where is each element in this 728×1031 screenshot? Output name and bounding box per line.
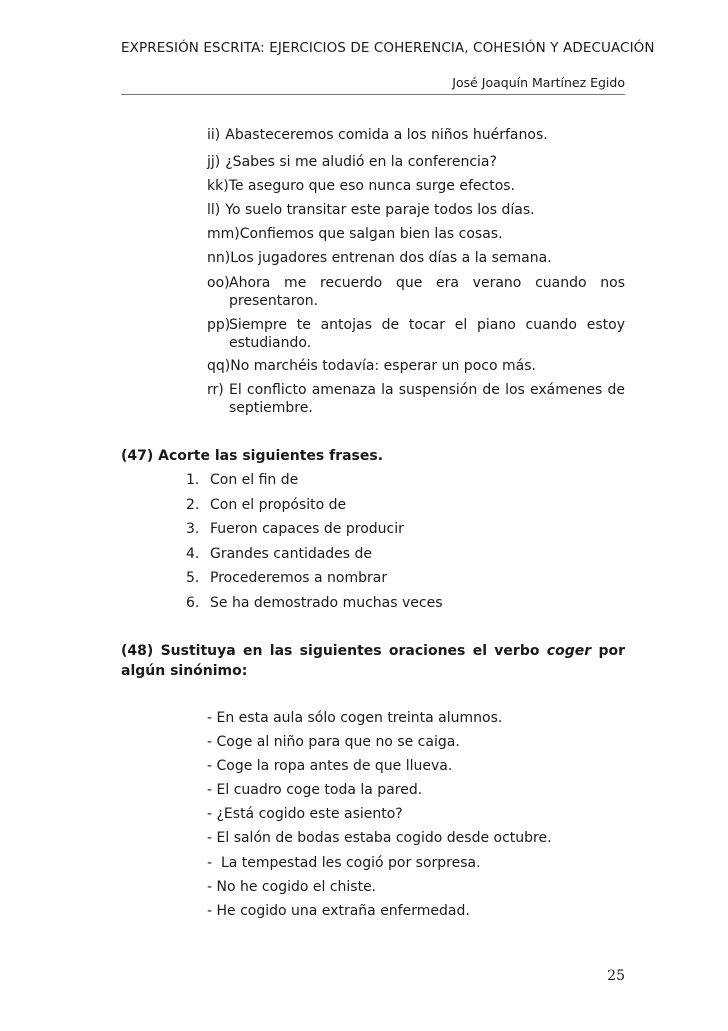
sentence-item-2: - Coge al niño para que no se caiga. — [207, 734, 460, 750]
list-item-label: qq) — [207, 358, 231, 374]
numbered-item-text: Fueron capaces de producir — [210, 521, 404, 537]
section-48-title — [121, 641, 625, 681]
list-item-qq — [207, 357, 625, 375]
list-item-label: mm) — [207, 226, 240, 242]
list-item-label: jj) — [207, 154, 221, 170]
numbered-item-label: 3. — [186, 521, 200, 537]
list-item-ii — [207, 126, 625, 144]
numbered-item-6 — [186, 594, 625, 612]
list-item-text: El conflicto amenaza la suspensión de los exámenes de septiembre. — [229, 382, 625, 416]
section-47-title: (47) Acorte las siguientes frases. — [121, 448, 384, 464]
list-item-jj — [207, 153, 625, 171]
list-item-label: rr) — [207, 382, 224, 398]
sentence-item-7: - La tempestad les cogió por sorpresa. — [207, 855, 481, 871]
numbered-item-text: Con el propósito de — [210, 497, 347, 513]
numbered-item-text: Con el fin de — [210, 472, 299, 488]
list-item-label: ll) — [207, 202, 221, 218]
list-item-text: Siempre te antojas de tocar el piano cuando estoy estudiando. — [229, 317, 625, 351]
list-item-ll — [207, 201, 625, 219]
sentence-item-5: - ¿Está cogido este asiento? — [207, 806, 403, 822]
list-item-rr — [207, 381, 625, 417]
sentence-item-9: - He cogido una extraña enfermedad. — [207, 903, 470, 919]
list-item-text: Te aseguro que eso nunca surge efectos. — [228, 178, 516, 194]
list-item-label: kk) — [207, 178, 229, 194]
list-item-label: ii) — [207, 127, 221, 143]
list-item-label: pp) — [207, 317, 231, 333]
list-item-text: Ahora me recuerdo que era verano cuando nos presentaron. — [229, 275, 625, 309]
numbered-item-label: 5. — [186, 570, 200, 586]
numbered-item-4 — [186, 545, 625, 563]
numbered-item-5 — [186, 569, 625, 587]
section-48-title-start: (48) Sustituya en las siguientes oraciones el verbo — [121, 643, 547, 659]
numbered-item-1 — [186, 471, 625, 489]
list-item-text: Yo suelo transitar este paraje todos los días. — [225, 202, 535, 218]
list-item-text: Los jugadores entrenan dos días a la semana. — [230, 250, 552, 266]
list-item-text: Abasteceremos comida a los niños huérfanos. — [225, 127, 548, 143]
numbered-item-2 — [186, 496, 625, 514]
header-title: EXPRESIÓN ESCRITA: EJERCICIOS DE COHERENCIA, COHESIÓN Y ADECUACIÓN — [121, 40, 655, 56]
numbered-item-label: 1. — [186, 472, 200, 488]
numbered-item-label: 2. — [186, 497, 200, 513]
list-item-mm — [207, 225, 625, 243]
sentence-item-6: - El salón de bodas estaba cogido desde octubre. — [207, 830, 552, 846]
section-48-title-end: por algún sinónimo: — [121, 643, 625, 679]
numbered-item-text: Grandes cantidades de — [210, 546, 373, 562]
numbered-item-label: 4. — [186, 546, 200, 562]
numbered-item-text: Procederemos a nombrar — [210, 570, 388, 586]
numbered-item-text: Se ha demostrado muchas veces — [210, 595, 443, 611]
sentence-item-4: - El cuadro coge toda la pared. — [207, 782, 423, 798]
page-number: 25 — [607, 968, 625, 984]
list-item-nn — [207, 249, 625, 267]
sentence-item-3: - Coge la ropa antes de que llueva. — [207, 758, 453, 774]
list-item-text: Confiemos que salgan bien las cosas. — [239, 226, 503, 242]
list-item-text: No marchéis todavía: esperar un poco más. — [230, 358, 536, 374]
sentence-item-8: - No he cogido el chiste. — [207, 879, 377, 895]
header-divider — [121, 94, 625, 95]
list-item-label: nn) — [207, 250, 231, 266]
sentence-item-1: - En esta aula sólo cogen treinta alumnos. — [207, 710, 503, 726]
numbered-item-3 — [186, 520, 625, 538]
list-item-label: oo) — [207, 275, 230, 291]
list-item-pp — [207, 316, 625, 352]
list-item-kk — [207, 177, 625, 195]
section-48-title-verb: coger — [546, 643, 592, 659]
header-author: José Joaquín Martínez Egido — [452, 75, 625, 90]
list-item-text: ¿Sabes si me aludió en la conferencia? — [225, 154, 497, 170]
numbered-item-label: 6. — [186, 595, 200, 611]
list-item-oo — [207, 274, 625, 310]
